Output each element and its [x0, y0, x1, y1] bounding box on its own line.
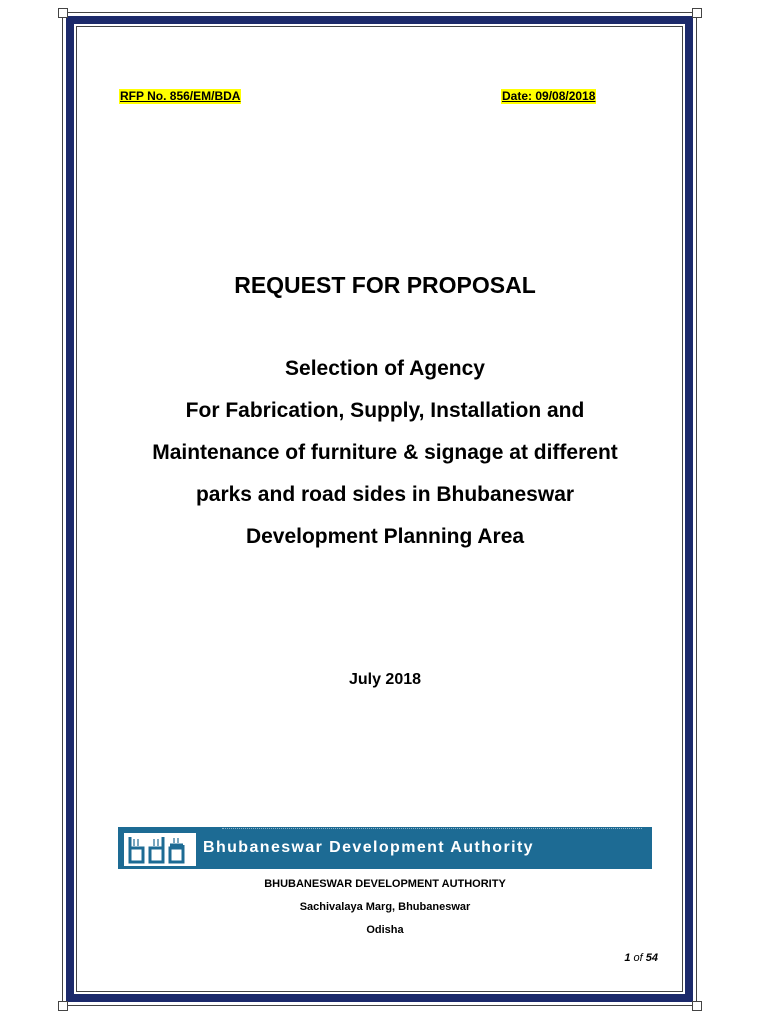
- subtitle-line: Development Planning Area: [245, 525, 525, 548]
- page-total: 54: [645, 952, 658, 964]
- address-state: Odisha: [366, 924, 404, 936]
- issue-date: July 2018: [348, 671, 422, 688]
- corner-bottom-left: [58, 1001, 68, 1011]
- page-current: 1: [624, 952, 631, 964]
- corner-top-right: [692, 8, 702, 18]
- organization-banner: [118, 827, 652, 869]
- address-street: Sachivalaya Marg, Bhubaneswar: [299, 901, 471, 913]
- rfp-number: RFP No. 856/EM/BDA: [120, 89, 241, 103]
- banner-org-name: Bhubaneswar Development Authority: [203, 839, 534, 856]
- page-title: REQUEST FOR PROPOSAL: [234, 272, 536, 298]
- corner-top-left: [58, 8, 68, 18]
- subtitle-line: Selection of Agency: [285, 357, 485, 380]
- corner-bottom-right: [692, 1001, 702, 1011]
- page-separator: of: [633, 952, 643, 964]
- project-subtitle: [100, 352, 670, 562]
- page-number: [598, 952, 658, 964]
- subtitle-line: For Fabrication, Supply, Installation and: [185, 399, 585, 422]
- address-org: BHUBANESWAR DEVELOPMENT AUTHORITY: [264, 878, 506, 890]
- subtitle-line: parks and road sides in Bhubaneswar: [195, 483, 575, 506]
- document-date: Date: 09/08/2018: [502, 89, 596, 103]
- banner-dotted-line: [222, 828, 642, 832]
- subtitle-line: Maintenance of furniture & signage at different: [152, 441, 618, 464]
- bda-logo: [124, 833, 196, 866]
